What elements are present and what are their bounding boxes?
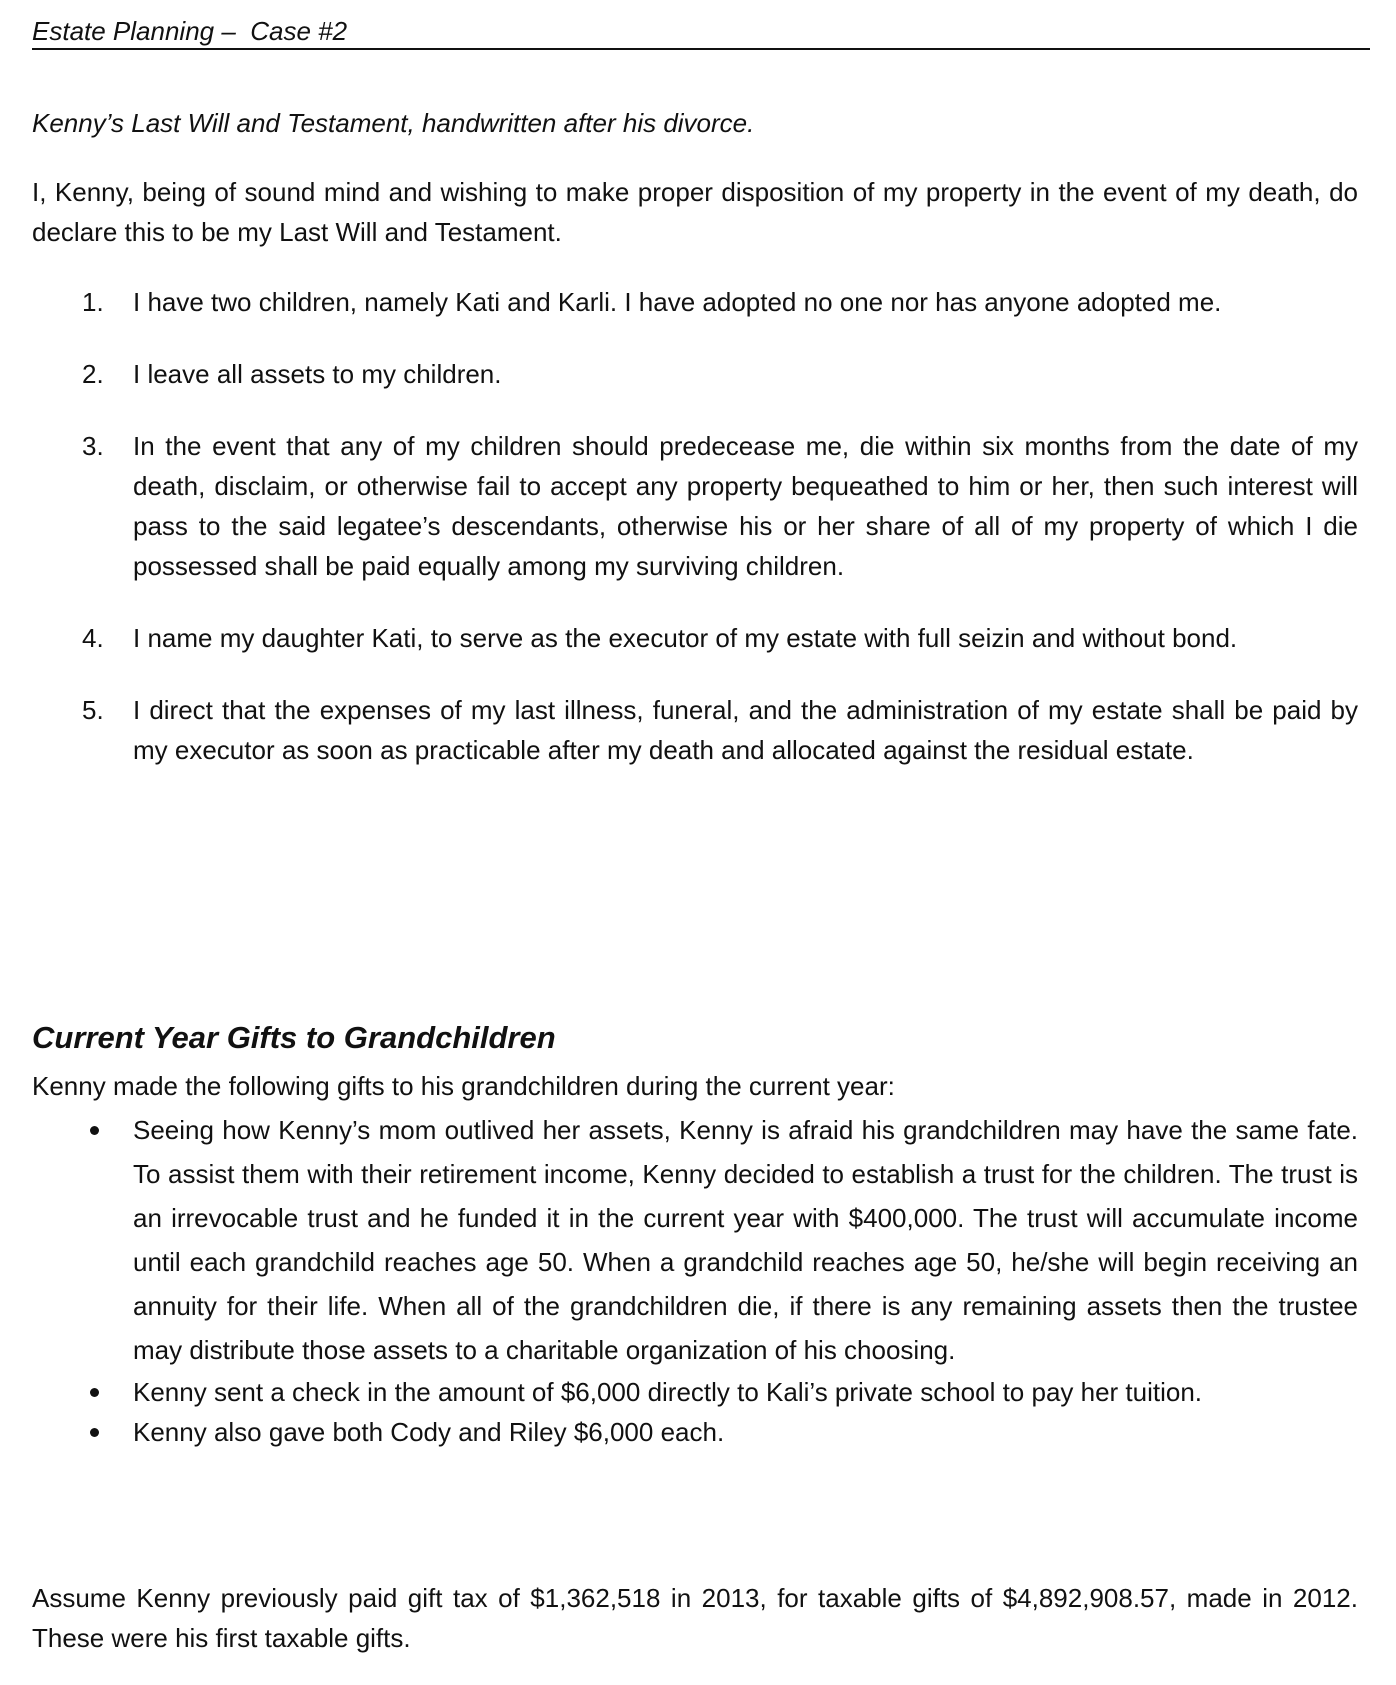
gift-text: Kenny also gave both Cody and Riley $6,000 each.	[133, 1417, 725, 1447]
gift-item	[32, 1412, 1358, 1452]
will-clauses-list	[32, 282, 1358, 770]
clause-text: I have two children, namely Kati and Karli. I have adopted no one nor has anyone adopted me.	[133, 287, 1222, 317]
clause-text: I leave all assets to my children.	[133, 359, 502, 389]
header-title: Estate Planning – Case #2	[32, 16, 348, 46]
will-clause	[32, 690, 1358, 770]
gift-item	[32, 1108, 1358, 1372]
clause-number: 5.	[82, 695, 104, 725]
gifts-section-heading: Current Year Gifts to Grandchildren	[32, 1020, 556, 1055]
closing-paragraph: Assume Kenny previously paid gift tax of $1,362,518 in 2013, for taxable gifts of $4,892,908.57, made in 2012. These were his first taxable gifts.	[32, 1583, 1358, 1653]
will-clause	[32, 426, 1358, 586]
will-preamble: I, Kenny, being of sound mind and wishing to make proper disposition of my property in the event of my death, do declare this to be my Last Will and Testament.	[32, 177, 1358, 247]
gift-text: Kenny sent a check in the amount of $6,000 directly to Kali’s private school to pay her tuition.	[133, 1377, 1203, 1407]
bullet-icon	[90, 1428, 99, 1437]
clause-text: In the event that any of my children should predecease me, die within six months from the date of my death, disclaim, or otherwise fail to accept any property bequeathed to him or her, then such interest will pass to the said legatee’s descendants, otherwise his or her share of all of my property of which I die possessed shall be paid equally among my surviving children.	[133, 431, 1358, 581]
will-clause	[32, 282, 1358, 322]
clause-number: 2.	[82, 359, 104, 389]
bullet-icon	[90, 1126, 99, 1135]
clause-number: 1.	[82, 287, 104, 317]
bullet-icon	[90, 1388, 99, 1397]
gift-item	[32, 1372, 1358, 1412]
will-clause	[32, 354, 1358, 394]
gift-text: Seeing how Kenny’s mom outlived her assets, Kenny is afraid his grandchildren may have the same fate. To assist them with their retirement income, Kenny decided to establish a trust for the children. The trust is an irrevocable trust and he funded it in the current year with $400,000. The trust will accumulate income until each grandchild reaches age 50. When a grandchild reaches age 50, he/she will begin receiving an annuity for their life. When all of the grandchildren die, if there is any remaining assets then the trustee may distribute those assets to a charitable organization of his choosing.	[133, 1115, 1358, 1365]
gifts-bullet-list	[32, 1108, 1358, 1452]
will-intro: Kenny’s Last Will and Testament, handwritten after his divorce.	[32, 108, 755, 138]
clause-number: 3.	[82, 431, 104, 461]
will-clause	[32, 618, 1358, 658]
clause-text: I name my daughter Kati, to serve as the executor of my estate with full seizin and without bond.	[133, 623, 1238, 653]
clause-number: 4.	[82, 623, 104, 653]
gifts-intro: Kenny made the following gifts to his grandchildren during the current year:	[32, 1071, 895, 1101]
clause-text: I direct that the expenses of my last illness, funeral, and the administration of my estate shall be paid by my executor as soon as practicable after my death and allocated against the residual estate.	[133, 695, 1358, 765]
page-header	[32, 12, 1370, 50]
